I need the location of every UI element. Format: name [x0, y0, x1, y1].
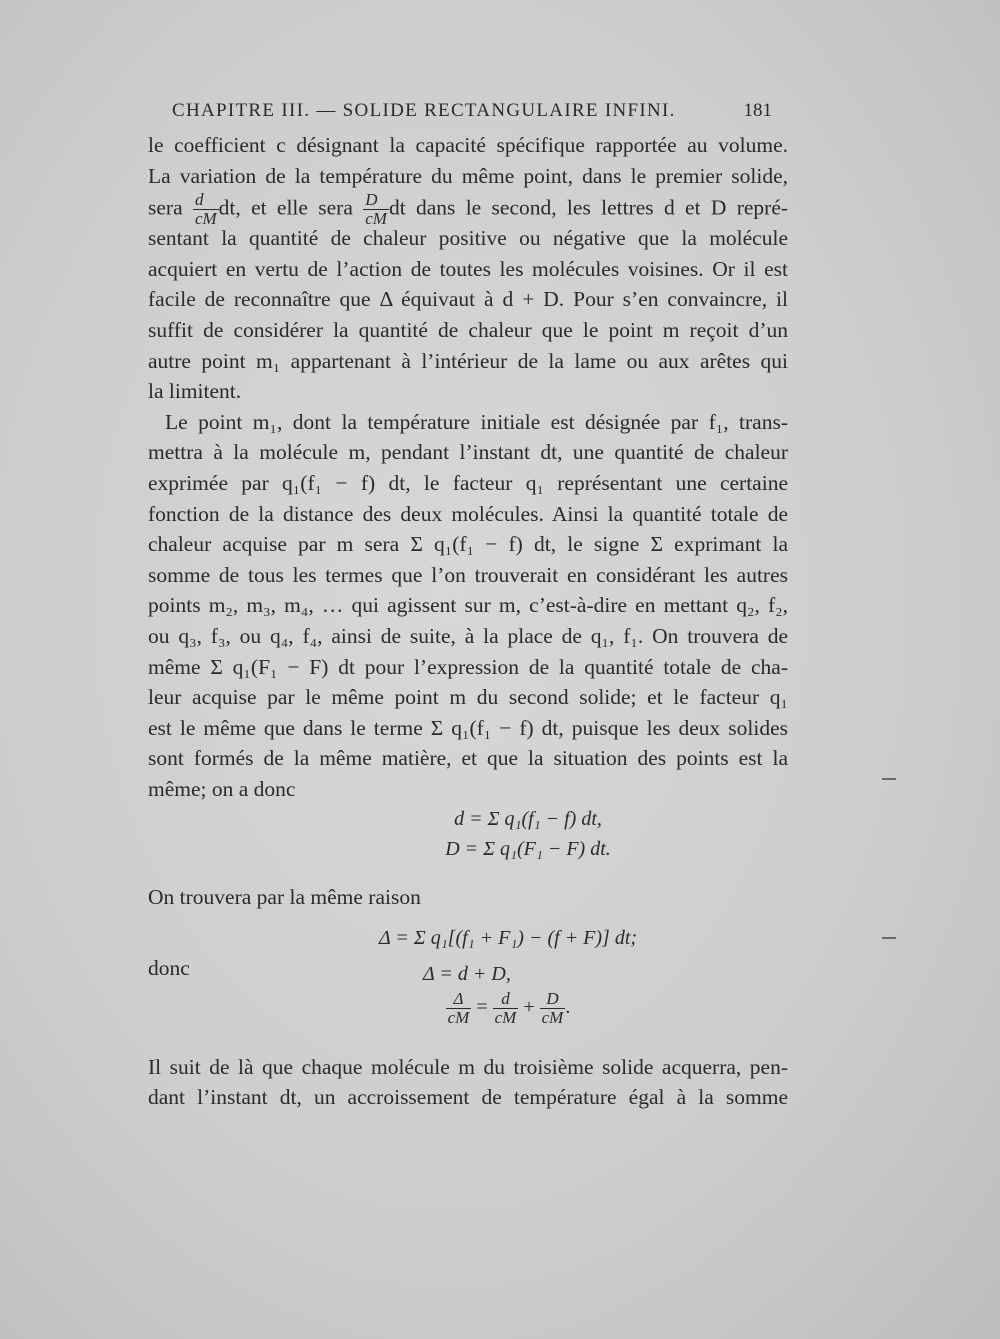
fraction-denominator: cM [447, 1007, 470, 1027]
text-line: La variation de la température du même point, dans le premier solide, [148, 163, 788, 188]
fraction [493, 990, 519, 1027]
text-fragment: dt, et elle sera [218, 195, 353, 220]
text-line: fonction de la distance des deux molécules. Ainsi la quantité totale de [148, 501, 788, 526]
equation-fractions [148, 984, 788, 1030]
text-line: exprimée par q₁(f₁ − f) dt, le facteur q₁ représentant une certaine [148, 470, 788, 495]
fraction-denominator: cM [194, 209, 217, 229]
text-line: ou q₃, f₃, ou q₄, f₄, ainsi de suite, à la place de q₁, f₁. On trouvera de [148, 623, 788, 648]
text-line: points m₂, m₃, m₄, … qui agissent sur m, c’est-à-dire en mettant q₂, f₂, [148, 593, 788, 618]
text-fragment: dt dans le second, les lettres d et D repré- [388, 195, 789, 220]
text-line: dant l’instant dt, un accroissement de température égal à la somme [148, 1085, 788, 1110]
fraction [540, 990, 566, 1027]
fraction-denominator: cM [494, 1007, 517, 1027]
equation: Δ = Σ q₁[(f₁ + F₁) − (f + F)] dt; [378, 927, 638, 950]
plus-sign: + [523, 995, 535, 1018]
fraction-numerator: D [540, 990, 566, 1009]
text-fragment: sera [148, 195, 183, 220]
text-line: somme de tous les termes que l’on trouverait en considérant les autres [148, 562, 788, 587]
fraction-denominator: cM [541, 1007, 564, 1027]
running-header [172, 100, 772, 122]
text-fragment: donc [148, 956, 190, 981]
text-line: la limitent. [148, 379, 242, 404]
text-line: sont formés de la même matière, et que la situation des points est la [148, 746, 788, 771]
text-line: On trouvera par la même raison [148, 885, 421, 910]
equation: d = Σ q₁(f₁ − f) dt, [454, 808, 602, 831]
text-line: leur acquise par le même point m du second solide; et le facteur q₁ [148, 685, 788, 710]
fraction [446, 990, 472, 1027]
text-line: suffit de considérer la quantité de chaleur que le point m reçoit d’un [148, 317, 788, 342]
margin-mark [882, 937, 896, 939]
page-number: 181 [743, 100, 772, 121]
text-line: même Σ q₁(F₁ − F) dt pour l’expression de la quantité totale de cha- [148, 654, 788, 679]
text-line: sentant la quantité de chaleur positive ou négative que la molécule [148, 226, 788, 251]
fraction-numerator: D [363, 191, 389, 210]
fraction-numerator: d [493, 990, 519, 1009]
margin-mark [882, 778, 896, 780]
running-title: CHAPITRE III. — SOLIDE RECTANGULAIRE INFINI. [172, 100, 676, 121]
page-body [148, 130, 788, 1113]
text-line [148, 953, 788, 984]
text-line-with-fractions [148, 190, 789, 229]
equation: Δ = d + D, [423, 963, 511, 986]
fraction-numerator: Δ [446, 990, 472, 1009]
text-line: même; on a donc [148, 776, 296, 801]
fraction-denominator: cM [365, 209, 387, 229]
text-line: Il suit de là que chaque molécule m du troisième solide acquerra, pen- [148, 1054, 788, 1079]
equation: D = Σ q₁(F₁ − F) dt. [445, 838, 611, 861]
text-line: le coefficient c désignant la capacité spécifique rapportée au volume. [148, 133, 788, 157]
text-line: autre point m₁ appartenant à l’intérieur de la lame ou aux arêtes qui [148, 348, 788, 373]
text-line: chaleur acquise par m sera Σ q₁(f₁ − f) dt, le signe Σ exprimant la [148, 532, 788, 557]
text-line: mettra à la molécule m, pendant l’instant dt, une quantité de chaleur [148, 440, 788, 465]
text-line: Le point m₁, dont la température initiale est désignée par f₁, trans- [165, 409, 788, 434]
equals-sign: = [476, 995, 488, 1018]
text-line: est le même que dans le terme Σ q₁(f₁ − f) dt, puisque les deux solides [148, 715, 788, 740]
text-line: acquiert en vertu de l’action de toutes les molécules voisines. Or il est [148, 256, 788, 281]
text-line: facile de reconnaître que Δ équivaut à d + D. Pour s’en convaincre, il [148, 287, 788, 312]
fraction-numerator: d [193, 191, 219, 210]
period: . [565, 995, 571, 1018]
